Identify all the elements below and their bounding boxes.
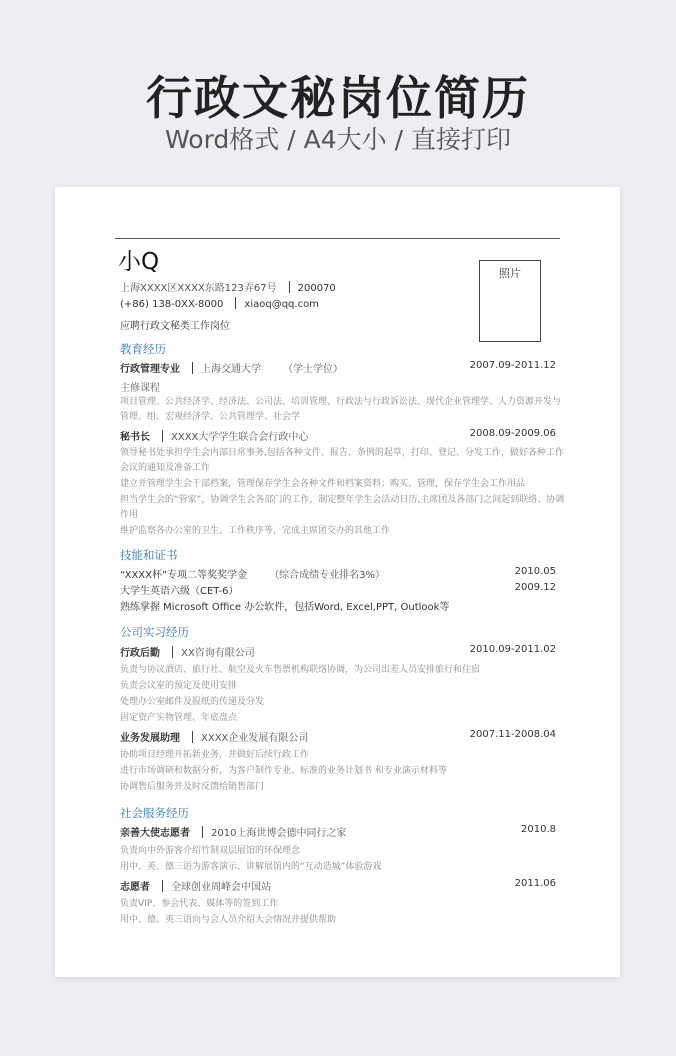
desc-line: 担当学生会的“管家”，协调学生会各部门的工作，制定整年学生会活动日历,主席团及各部门之间起到联络、协调作用	[120, 495, 565, 520]
objective: 应聘行政文秘类工作岗位	[120, 321, 230, 332]
job-date: 2010.09-2011.02	[469, 644, 556, 655]
job-desc	[120, 896, 565, 928]
education-date: 2007.09-2011.12	[469, 360, 556, 371]
skill-text: 大学生英语六级（CET-6）	[120, 586, 239, 597]
phone: (+86) 138-0XX-8000	[120, 299, 224, 310]
job-org: 全球创业周峰会中国站	[171, 882, 271, 893]
role-title: 秘书长	[120, 432, 150, 443]
address-row	[120, 279, 336, 294]
desc-line: 领导秘书处承担学生会内部日常事务,包括各种文件、报告、条例的起草，打印、登记、分发工作，做好各种工作会议的通知及准备工作	[120, 448, 564, 473]
education-heading: 教育经历	[120, 342, 166, 356]
desc-line: 负责与协议酒店、旅行社、航空及火车售票机构联络协调，为公司出差人员安排旅行和住宿	[120, 665, 481, 675]
skill-item	[120, 566, 556, 580]
courses-label: 主修课程	[120, 383, 160, 394]
volunteer-heading: 社会服务经历	[120, 806, 189, 820]
role-entry	[120, 428, 556, 442]
job-org: 2010上海世博会德中同行之家	[211, 828, 347, 839]
role-desc	[120, 446, 565, 539]
desc-line: 协调售后服务并及时反馈给销售部门	[120, 782, 265, 792]
job-date: 2011.06	[514, 878, 556, 889]
job-desc	[120, 747, 565, 795]
role-org: XXXX大学学生联合会行政中心	[171, 432, 309, 443]
skill-text: 熟练掌握 Microsoft Office 办公软件，包括Word, Excel,PPT, Outlook等	[120, 602, 450, 613]
internship-heading: 公司实习经历	[120, 625, 189, 639]
job-entry	[120, 644, 556, 658]
job-title: 行政后勤	[120, 648, 160, 659]
desc-line: 维护监察各办公室的卫生、工作秩序等，完成主席团交办的其他工作	[120, 526, 391, 536]
photo-placeholder	[479, 260, 541, 342]
role-date: 2008.09-2009.06	[469, 428, 556, 439]
skill-item	[120, 582, 556, 596]
skill-date: 2009.12	[514, 582, 556, 593]
job-org: XXXX企业发展有限公司	[201, 733, 309, 744]
desc-line: 用中、德、英三语向与会人员介绍大会情况并提供帮助	[120, 915, 337, 925]
postcode: 200070	[297, 283, 336, 294]
education-school: 上海交通大学	[201, 364, 261, 375]
education-degree: （学士学位）	[283, 364, 343, 375]
desc-line: 负责会议室的预定及使用安排	[120, 681, 238, 691]
job-title: 志愿者	[120, 882, 150, 893]
hero-title: 行政文秘岗位简历	[146, 71, 530, 125]
job-date: 2010.8	[521, 824, 556, 835]
hero-subtitle: Word格式 / A4大小 / 直接打印	[165, 125, 511, 154]
education-major: 行政管理专业	[120, 364, 180, 375]
skill-text: “XXXX杯”专项二等奖奖学金	[120, 570, 248, 581]
candidate-name: 小Q	[118, 249, 160, 275]
email[interactable]: xiaoq@qq.com	[244, 299, 319, 310]
job-date: 2007.11-2008.04	[469, 729, 556, 740]
desc-line: 处理办公室邮件及报纸的传递及分发	[120, 697, 265, 707]
job-entry	[120, 729, 556, 743]
job-title: 业务发展助理	[120, 733, 180, 744]
skill-note: （综合成绩专业排名3%）	[269, 570, 386, 581]
address: 上海XXXX区XXXX东路123弄67号	[120, 283, 277, 294]
photo-label: 照片	[499, 267, 521, 280]
skills-heading: 技能和证书	[120, 548, 178, 562]
desc-line: 负责向中外游客介绍竹制双层展馆的环保理念	[120, 846, 301, 856]
resume-page	[55, 187, 620, 977]
skill-item	[120, 598, 556, 612]
desc-line: 固定资产实物管理、年底盘点	[120, 713, 238, 723]
job-entry	[120, 878, 556, 892]
job-entry	[120, 824, 556, 838]
education-entry	[120, 360, 556, 374]
top-divider	[115, 238, 560, 239]
desc-line: 负责VIP、参会代表、媒体等的签到工作	[120, 899, 279, 909]
desc-line: 用中、英、德三语为游客演示、讲解展馆内的“互动造城”体验游戏	[120, 862, 382, 872]
job-desc	[120, 843, 565, 875]
contact-row	[120, 297, 319, 310]
desc-line: 建立并管理学生会干部档案，管理保存学生会各种文件和档案资料；购买、管理，保存学生会工作用品	[120, 479, 526, 489]
job-title: 亲善大使志愿者	[120, 828, 190, 839]
skill-date: 2010.05	[514, 566, 556, 577]
courses-text: 项目管理、公共经济学、经济法、公司法、培训管理、行政法与行政诉讼法、现代企业管理学、人力资源开发与管理、组、宏观经济学、公共管理学、社会学	[120, 397, 562, 422]
desc-line: 协助项目经理开拓新业务，并做好后续行政工作	[120, 750, 310, 760]
desc-line: 进行市场调研和数据分析，为客户制作专业、标准的业务计划书 和专业演示材料等	[120, 766, 447, 776]
job-org: XX咨询有限公司	[181, 648, 255, 659]
job-desc	[120, 662, 565, 726]
